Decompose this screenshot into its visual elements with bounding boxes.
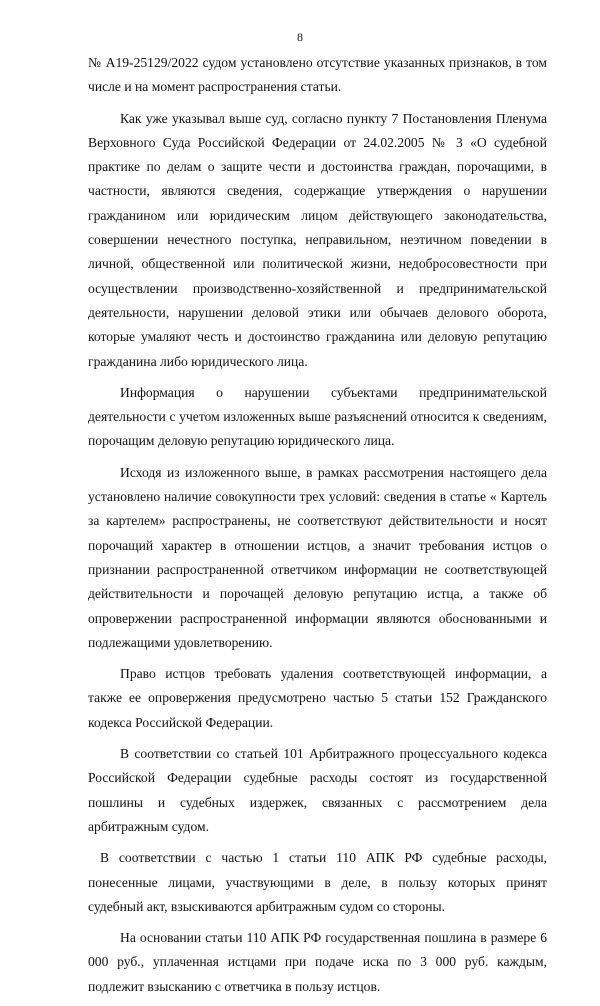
paragraph-state-duty: На основании статьи 110 АПК РФ государственная пошлина в размере 6 000 руб., уплаченная истцами при подаче иска по 3 000 руб. каждым, подлежит взысканию с ответчика в пользу истцов. (88, 930, 547, 994)
paragraph-plenum-resolution: Как уже указывал выше суд, согласно пункту 7 Постановления Пленума Верховного Суда Российской Федерации от 24.02.2005 № 3 «О судебной практике по делам о защите чести и достоинства граждан, порочащими, в частности, являются сведения, содержащие утверждения о нарушении гражданином или юридическим лицом действующего законодательства, совершении нечестного поступка, неправильном, неэтичном поведении в личной, общественной или политической жизни, недобросовестности при осуществлении производственно-хозяйственной и предпринимательской деятельности, нарушении деловой этики или обычаев делового оборота, которые умаляют честь и достоинство гражданина или деловую репутацию гражданина либо юридического лица. (88, 110, 547, 369)
document-body (88, 51, 547, 1006)
paragraph-refutation-right: Право истцов требовать удаления соответствующей информации, а также ее опровержения предусмотрено частью 5 статьи 152 Гражданского кодекса Российской Федерации. (88, 666, 547, 730)
paragraph-conclusion: Исходя из изложенного выше, в рамках рассмотрения настоящего дела установлено наличие совокупности трех условий: сведения в статье « Картель за картелем» распространены, не соответствуют действительности и носят порочащий характер в отношении истцов, а значит требования истцов о признании распространенной ответчиком информации не соответствующей действительности и порочащей деловую репутацию истца, а также об опровержении распространенной информации являются обоснованными и подлежащими удовлетворению. (88, 464, 547, 650)
paragraph-business-reputation: Информация о нарушении субъектами предпринимательской деятельности с учетом изложенных выше разъяснений относится к сведениям, порочащим деловую репутацию юридического лица. (88, 384, 547, 449)
paragraph-article-110: В соответствии с частью 1 статьи 110 АПК РФ судебные расходы, понесенные лицами, участвующими в деле, в пользу которых принят судебный акт, взыскиваются арбитражным судом со стороны. (88, 850, 547, 914)
paragraph-article-101: В соответствии со статьей 101 Арбитражного процессуального кодекса Российской Федерации судебные расходы состоят из государственной пошлины и судебных издержек, связанных с рассмотрением дела арбитражным судом. (88, 746, 547, 834)
paragraph-case-number: № А19-25129/2022 судом установлено отсутствие указанных признаков, в том числе и на момент распространения статьи. (88, 55, 547, 95)
page-number: 8 (297, 30, 303, 44)
